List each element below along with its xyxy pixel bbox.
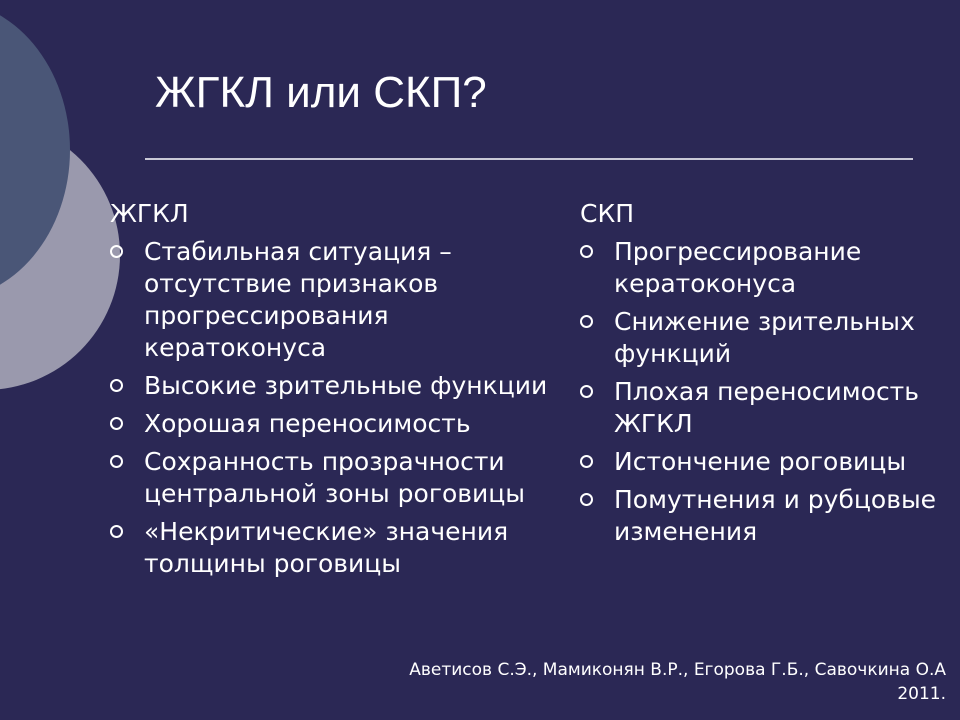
bullet-icon — [110, 417, 123, 430]
bullet-icon — [110, 245, 123, 258]
list-item: Высокие зрительные функции — [110, 370, 550, 402]
left-column-heading: ЖГКЛ — [110, 199, 189, 228]
list-item: Помутнения и рубцовые изменения — [580, 484, 940, 548]
list-item: Сохранность прозрачности центральной зоны роговицы — [110, 446, 550, 510]
right-column — [580, 198, 940, 554]
slide-title: ЖГКЛ или СКП? — [155, 68, 487, 117]
bullet-icon — [580, 455, 593, 468]
right-column-heading: СКП — [580, 199, 635, 228]
bullet-icon — [110, 379, 123, 392]
list-item: Прогрессирование кератоконуса — [580, 236, 940, 300]
list-item: Стабильная ситуация – отсутствие признаков прогрессирования кератоконуса — [110, 236, 550, 364]
bullet-icon — [580, 245, 593, 258]
bullet-icon — [110, 525, 123, 538]
list-item: Истончение роговицы — [580, 446, 940, 478]
bullet-icon — [110, 455, 123, 468]
list-item: Снижение зрительных функций — [580, 306, 940, 370]
bullet-icon — [580, 385, 593, 398]
left-column — [110, 198, 550, 586]
title-divider — [145, 158, 913, 160]
bullet-icon — [580, 315, 593, 328]
bullet-icon — [580, 493, 593, 506]
list-item: «Некритические» значения толщины роговицы — [110, 516, 550, 580]
left-bullet-list — [110, 236, 550, 580]
list-item: Хорошая переносимость — [110, 408, 550, 440]
list-item: Плохая переносимость ЖГКЛ — [580, 376, 940, 440]
footer-citation: Аветисов С.Э., Мамиконян В.Р., Егорова Г.Б., Савочкина О.А 2011. — [409, 660, 946, 704]
right-bullet-list — [580, 236, 940, 548]
